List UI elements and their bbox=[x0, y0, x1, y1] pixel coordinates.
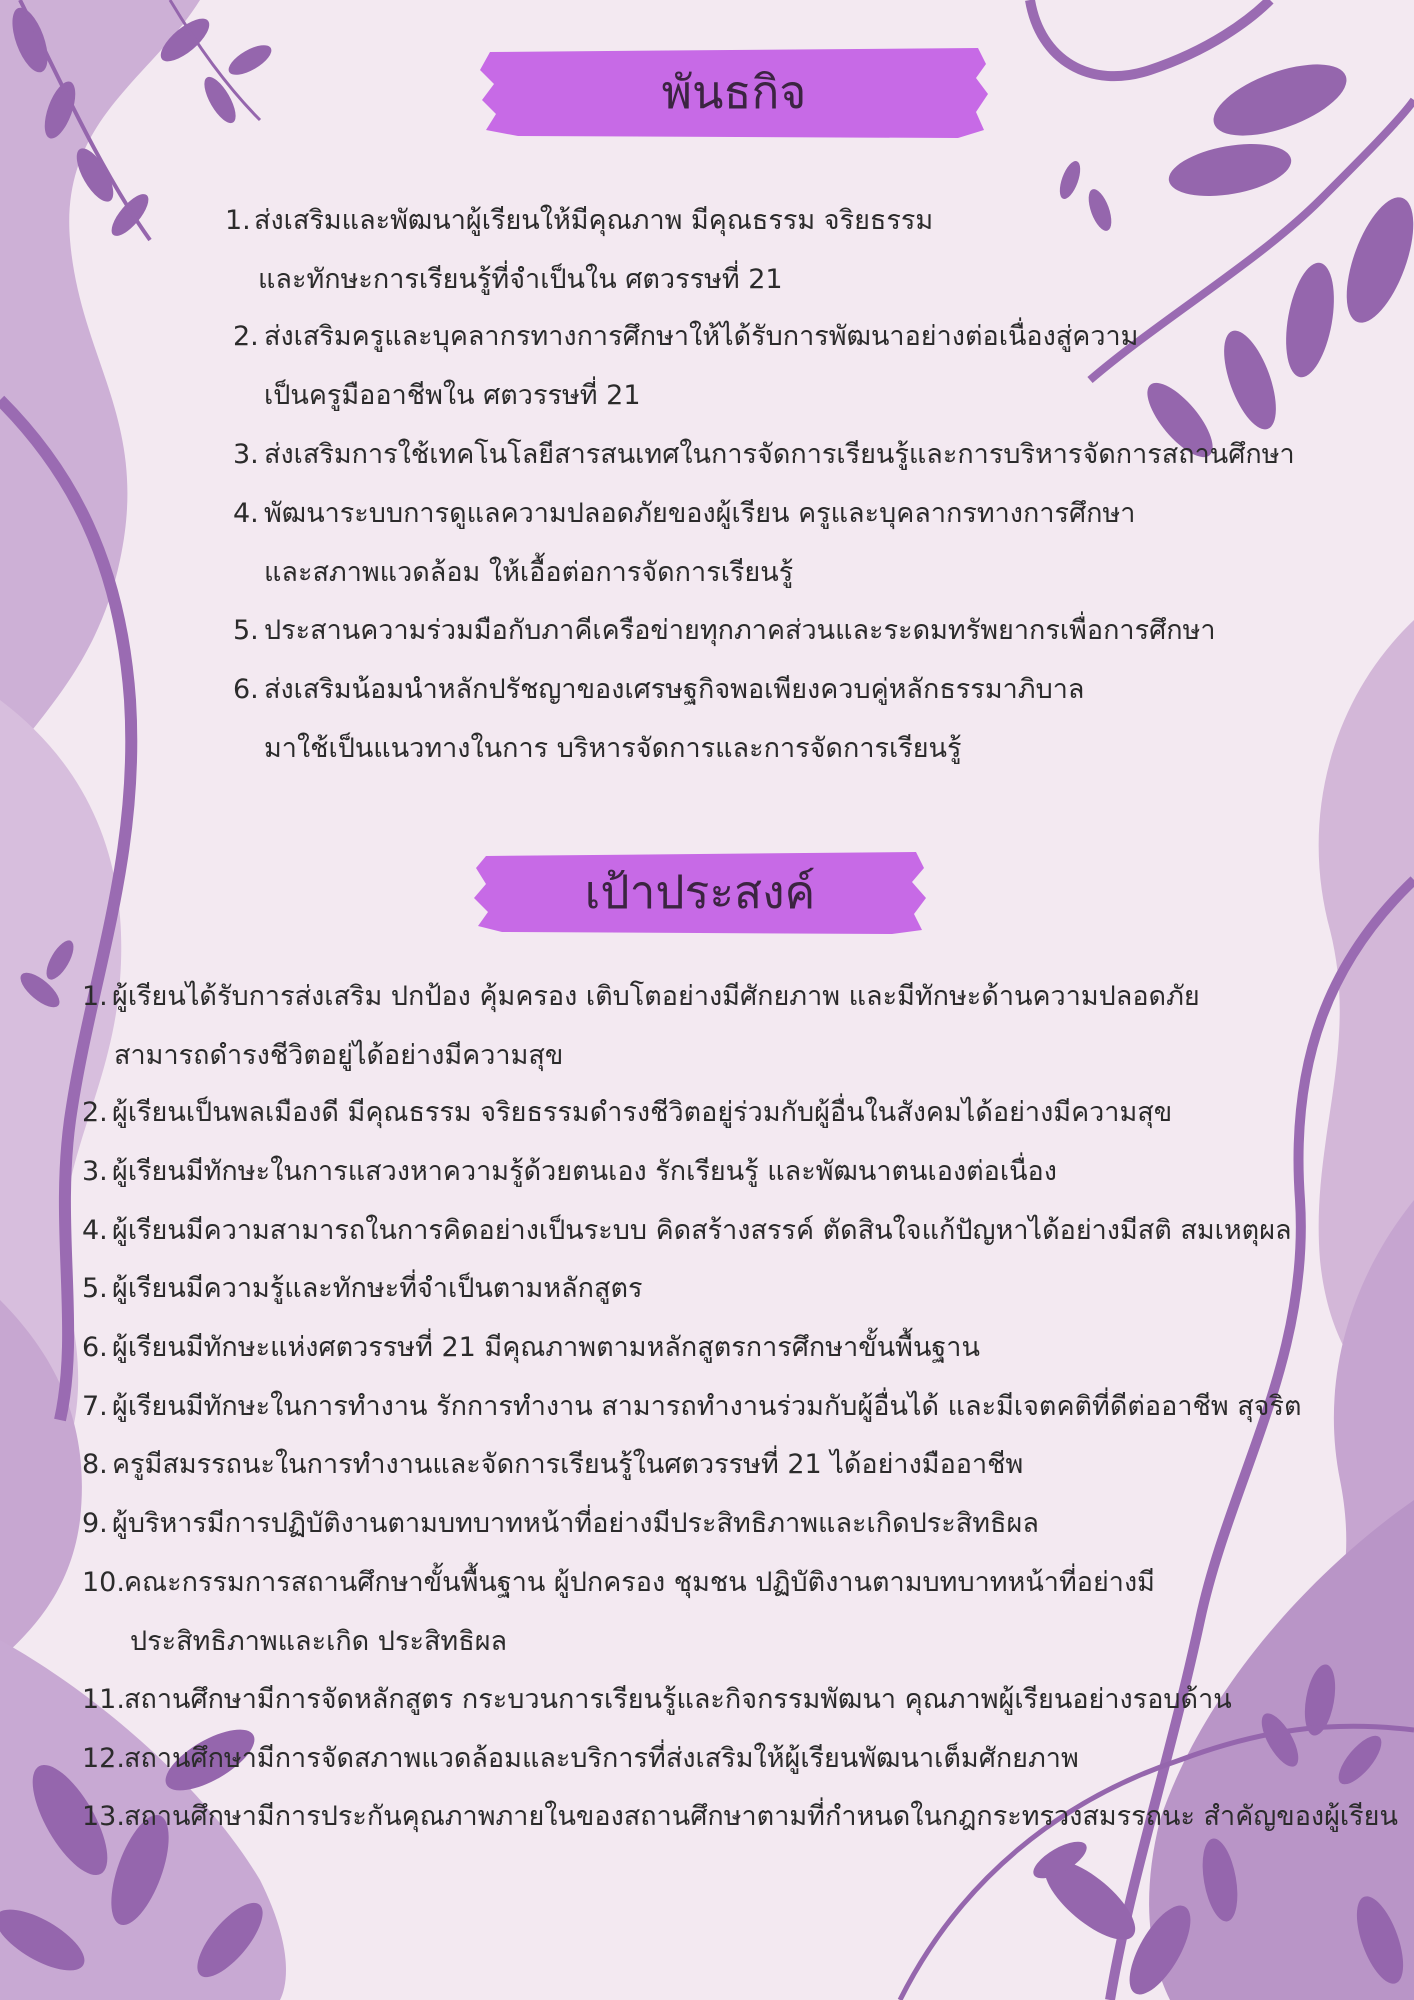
item-number: 3. bbox=[82, 1156, 108, 1187]
item-text-line1: ผู้เรียนมีทักษะในการทำงาน รักการทำงาน สามารถทำงานร่วมกับผู้อื่นได้ และมีเจตคติที่ดีต่ออาชีพ สุจริต bbox=[112, 1391, 1302, 1422]
item-text-line2: มาใช้เป็นแนวทางในการ บริหารจัดการและการจัดการเรียนรู้ bbox=[264, 733, 962, 764]
item-number: 7. bbox=[82, 1391, 108, 1422]
item-text-line1: สถานศึกษามีการประกันคุณภาพภายในของสถานศึกษาตามที่กำหนดในกฎกระทรวงสมรรถนะ สำคัญของผู้เรียน bbox=[124, 1801, 1398, 1832]
goals-title-banner bbox=[472, 848, 928, 936]
item-number: 5. bbox=[233, 615, 259, 646]
item-number: 6. bbox=[82, 1332, 108, 1363]
item-number: 1. bbox=[82, 981, 108, 1012]
item-text-line1: ครูมีสมรรถนะในการทำงานและจัดการเรียนรู้ในศตวรรษที่ 21 ได้อย่างมืออาชีพ bbox=[112, 1449, 1024, 1480]
item-number: 5. bbox=[82, 1273, 108, 1304]
item-text-line1: ส่งเสริมการใช้เทคโนโลยีสารสนเทศในการจัดการเรียนรู้และการบริหารจัดการสถานศึกษา bbox=[264, 439, 1295, 470]
item-number: 8. bbox=[82, 1449, 108, 1480]
mission-title: พันธกิจ bbox=[661, 64, 807, 119]
item-text-line1: ผู้เรียนมีความรู้และทักษะที่จำเป็นตามหลักสูตร bbox=[112, 1273, 643, 1304]
item-number: 2. bbox=[233, 321, 259, 352]
item-text-line2: ประสิทธิภาพและเกิด ประสิทธิผล bbox=[130, 1626, 508, 1657]
item-number: 6. bbox=[233, 674, 259, 705]
item-text-line1: ผู้บริหารมีการปฏิบัติงานตามบทบาทหน้าที่อย่างมีประสิทธิภาพและเกิดประสิทธิผล bbox=[112, 1508, 1039, 1539]
item-number: 11. bbox=[82, 1684, 125, 1715]
mission-title-banner bbox=[478, 42, 990, 142]
item-number: 3. bbox=[233, 439, 259, 470]
item-text-line1: ผู้เรียนมีทักษะในการแสวงหาความรู้ด้วยตนเอง รักเรียนรู้ และพัฒนาตนเองต่อเนื่อง bbox=[112, 1156, 1057, 1187]
item-text-line2: สามารถดำรงชีวิตอยู่ได้อย่างมีความสุข bbox=[114, 1040, 564, 1071]
item-number: 2. bbox=[82, 1097, 108, 1128]
item-number: 9. bbox=[82, 1508, 108, 1539]
item-text-line1: สถานศึกษามีการจัดสภาพแวดล้อมและบริการที่ส่งเสริมให้ผู้เรียนพัฒนาเต็มศักยภาพ bbox=[124, 1743, 1079, 1774]
item-text-line1: ผู้เรียนเป็นพลเมืองดี มีคุณธรรม จริยธรรมดำรงชีวิตอยู่ร่วมกับผู้อื่นในสังคมได้อย่างมีความสุข bbox=[112, 1097, 1173, 1128]
item-text-line2: และสภาพแวดล้อม ให้เอื้อต่อการจัดการเรียนรู้ bbox=[264, 557, 794, 588]
item-number: 4. bbox=[82, 1215, 108, 1246]
item-number: 13. bbox=[82, 1801, 125, 1832]
item-text-line1: ส่งเสริมและพัฒนาผู้เรียนให้มีคุณภาพ มีคุณธรรม จริยธรรม bbox=[254, 205, 934, 236]
item-text-line1: ผู้เรียนมีความสามารถในการคิดอย่างเป็นระบบ คิดสร้างสรรค์ ตัดสินใจแก้ปัญหาได้อย่างมีสติ สมเหตุผล bbox=[112, 1215, 1292, 1246]
item-number: 1. bbox=[225, 205, 251, 236]
item-text-line1: สถานศึกษามีการจัดหลักสูตร กระบวนการเรียนรู้และกิจกรรมพัฒนา คุณภาพผู้เรียนอย่างรอบด้าน bbox=[124, 1684, 1232, 1715]
item-text-line1: คณะกรรมการสถานศึกษาขั้นพื้นฐาน ผู้ปกครอง ชุมชน ปฏิบัติงานตามบทบาทหน้าที่อย่างมี bbox=[124, 1567, 1155, 1598]
item-text-line2: และทักษะการเรียนรู้ที่จำเป็นใน ศตวรรษที่ 21 bbox=[258, 264, 783, 295]
item-number: 10. bbox=[82, 1567, 125, 1598]
item-text-line1: ส่งเสริมน้อมนำหลักปรัชญาของเศรษฐกิจพอเพียงควบคู่หลักธรรมาภิบาล bbox=[264, 674, 1085, 705]
item-text-line1: ผู้เรียนมีทักษะแห่งศตวรรษที่ 21 มีคุณภาพตามหลักสูตรการศึกษาขั้นพื้นฐาน bbox=[112, 1332, 980, 1363]
item-text-line1: ส่งเสริมครูและบุคลากรทางการศึกษาให้ได้รับการพัฒนาอย่างต่อเนื่องสู่ความ bbox=[264, 321, 1139, 352]
item-text-line1: ประสานความร่วมมือกับภาคีเครือข่ายทุกภาคส่วนและระดมทรัพยากรเพื่อการศึกษา bbox=[264, 615, 1216, 646]
item-text-line2: เป็นครูมืออาชีพใน ศตวรรษที่ 21 bbox=[264, 380, 641, 411]
item-text-line1: ผู้เรียนได้รับการส่งเสริม ปกป้อง คุ้มครอง เติบโตอย่างมีศักยภาพ และมีทักษะด้านความปลอดภัย bbox=[112, 981, 1200, 1012]
goals-title: เป้าประสงค์ bbox=[584, 864, 816, 919]
item-text-line1: พัฒนาระบบการดูแลความปลอดภัยของผู้เรียน ครูและบุคลากรทางการศึกษา bbox=[264, 498, 1136, 529]
item-number: 4. bbox=[233, 498, 259, 529]
item-number: 12. bbox=[82, 1743, 125, 1774]
